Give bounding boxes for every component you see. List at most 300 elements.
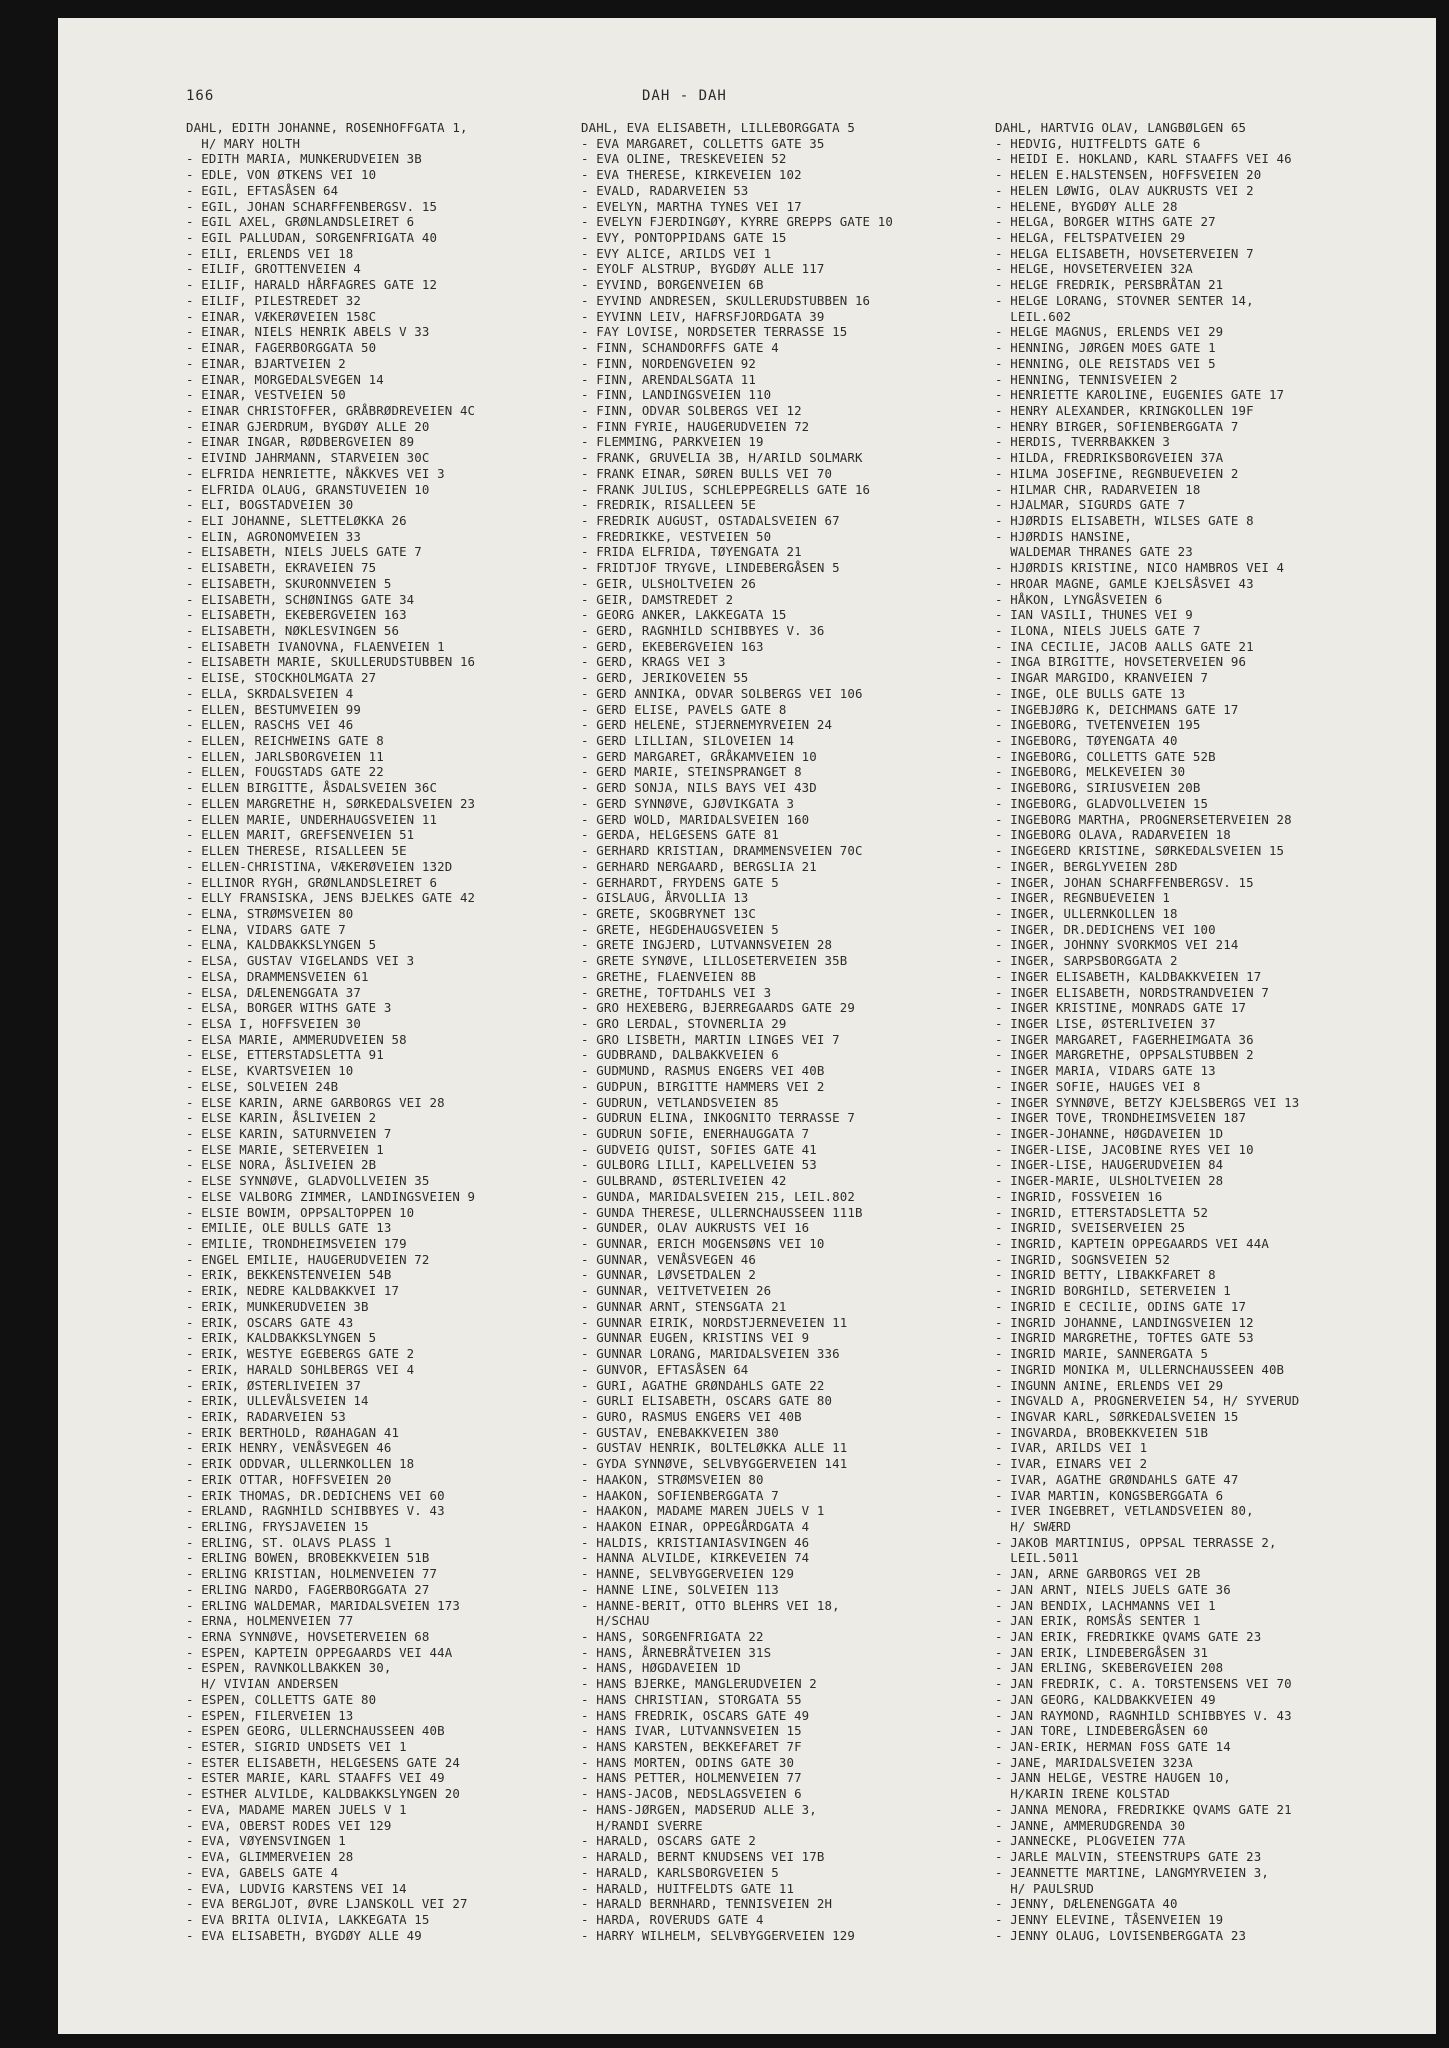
directory-entry: - GUNNAR EUGEN, KRISTINS VEI 9 [581,1330,810,1346]
directory-entry: - GRETE, SKOGBRYNET 13C [581,905,757,921]
directory-entry: - ERLING, FRYSJAVEIEN 15 [186,1518,369,1534]
directory-entry: - GRETHE, FLAENVEIEN 8B [581,968,757,984]
directory-entry: - INGER-JOHANNE, HØGDAVEIEN 1D [995,1126,1224,1141]
directory-entry: - GERD SYNNØVE, GJØVIKGATA 3 [581,795,795,811]
directory-entry: - INGVARDA, BROBEKKVEIEN 51B [995,1424,1209,1440]
directory-entry: - INGEBORG, TØYENGATA 40 [995,733,1178,749]
directory-entry: - HELEN LØWIG, OLAV AUKRUSTS VEI 2 [995,182,1254,198]
directory-entry: - ERIK, MUNKERUDVEIEN 3B [186,1298,369,1314]
directory-entry: - INGER, DR.DEDICHENS VEI 100 [995,921,1216,937]
directory-entry: - JANN HELGE, VESTRE HAUGEN 10, [995,1770,1231,1786]
directory-entry: - EINAR, FAGERBORGGATA 50 [186,340,377,356]
directory-entry: - GERD MARGARET, GRÅKAMVEIEN 10 [581,748,817,764]
directory-entry: - INGER ELISABETH, KALDBAKKVEIEN 17 [995,968,1262,984]
directory-entry: - GRO LERDAL, STOVNERLIA 29 [581,1015,787,1031]
directory-entry: - ERLAND, RAGNHILD SCHIBBYES V. 43 [186,1503,445,1519]
directory-entry: - GUNNAR LORANG, MARIDALSVEIEN 336 [581,1346,840,1362]
directory-entry: - IVAR MARTIN, KONGSBERGGATA 6 [995,1487,1224,1503]
directory-entry: - ENGEL EMILIE, HAUGERUDVEIEN 72 [186,1251,430,1267]
directory-entry: H/RANDI SVERRE [581,1817,703,1833]
directory-entry: - EYOLF ALSTRUP, BYGDØY ALLE 117 [581,261,825,277]
directory-entry: - FLEMMING, PARKVEIEN 19 [581,434,764,450]
directory-entry: - GUNNAR, VEITVETVEIEN 26 [581,1283,772,1299]
directory-entry: - ESPEN GEORG, ULLERNCHAUSSEEN 40B [186,1723,445,1739]
directory-entry: - GUDMUND, RASMUS ENGERS VEI 40B [581,1063,825,1079]
directory-entry: WALDEMAR THRANES GATE 23 [995,544,1193,560]
directory-entry: - ELSE KARIN, ÅSLIVEIEN 2 [186,1110,377,1126]
running-head: DAH - DAH [642,88,727,104]
directory-entry: - ERLING BOWEN, BROBEKKVEIEN 51B [186,1550,430,1566]
directory-entry: - ELSA, DÆLENENGGATA 37 [186,984,362,1000]
directory-entry: - HARRY WILHELM, SELVBYGGERVEIEN 129 [581,1927,855,1943]
directory-entry: - INGER-LISE, JACOBINE RYES VEI 10 [995,1141,1254,1157]
directory-entry: - ESTHER ALVILDE, KALDBAKKSLYNGEN 20 [186,1786,460,1802]
directory-entry: - HARALD, HUITFELDTS GATE 11 [581,1880,795,1896]
directory-entry: - INGRID E CECILIE, ODINS GATE 17 [995,1298,1247,1314]
directory-entry: - EYVIND, BORGENVEIEN 6B [581,277,764,293]
directory-entry: - EVA BERGLJOT, ØVRE LJANSKOLL VEI 27 [186,1896,468,1912]
directory-entry: - HEDVIG, HUITFELDTS GATE 6 [995,135,1201,151]
directory-entry: - INGRID, FOSSVEIEN 16 [995,1188,1163,1204]
directory-entry: - HENRY BIRGER, SOFIENBERGGATA 7 [995,418,1239,434]
directory-entry: - ELLEN-CHRISTINA, VÆKERØVEIEN 132D [186,858,453,874]
directory-entry: - ELLEN BIRGITTE, ÅSDALSVEIEN 36C [186,780,438,796]
directory-entry: - IVER INGEBRET, VETLANDSVEIEN 80, [995,1503,1254,1519]
directory-entry: - GUNDA, MARIDALSVEIEN 215, LEIL.802 [581,1188,855,1204]
directory-entry: - ELSE, SOLVEIEN 24B [186,1078,339,1094]
directory-entry: - INGEBORG, SIRIUSVEIEN 20B [995,780,1201,796]
directory-entry: - HROAR MAGNE, GAMLE KJELSÅSVEI 43 [995,575,1254,591]
directory-entry: - EVA, GABELS GATE 4 [186,1864,339,1880]
directory-entry: - ERIK OTTAR, HOFFSVEIEN 20 [186,1471,392,1487]
directory-entry: - INGER SYNNØVE, BETZY KJELSBERGS VEI 13 [995,1094,1300,1110]
directory-entry: - ERIK, HARALD SOHLBERGS VEI 4 [186,1361,415,1377]
directory-entry: - EINAR, VÆKERØVEIEN 158C [186,308,377,324]
directory-column-1 [186,120,475,1943]
directory-entry: - ELSE, KVARTSVEIEN 10 [186,1063,354,1079]
directory-entry: - ERIK, ULLEVÅLSVEIEN 14 [186,1393,369,1409]
directory-entry: - EINAR GJERDRUM, BYGDØY ALLE 20 [186,418,430,434]
directory-entry: - JAN ARNT, NIELS JUELS GATE 36 [995,1581,1231,1597]
directory-entry: - HANS, SORGENFRIGATA 22 [581,1629,764,1644]
directory-entry: - GERDA, HELGESENS GATE 81 [581,827,779,843]
directory-entry: - ELISABETH, SKURONNVEIEN 5 [186,575,392,591]
directory-entry: - ERIK HENRY, VENÅSVEGEN 46 [186,1440,392,1456]
directory-entry: - EVA THERESE, KIRKEVEIEN 102 [581,167,802,183]
directory-entry: - ELISABETH MARIE, SKULLERUDSTUBBEN 16 [186,654,476,670]
directory-entry: - INGEBORG OLAVA, RADARVEIEN 18 [995,827,1231,843]
directory-entry: - HANS, ÅRNEBRÅTVEIEN 31S [581,1644,772,1660]
directory-entry: H/SCHAU [581,1613,650,1629]
directory-entry: - ERIK, WESTYE EGEBERGS GATE 2 [186,1346,415,1362]
directory-entry: - ELSA, DRAMMENSVEIEN 61 [186,968,369,984]
directory-entry: - JAN RAYMOND, RAGNHILD SCHIBBYES V. 43 [995,1707,1292,1723]
directory-entry: - EVA, OBERST RODES VEI 129 [186,1817,392,1833]
directory-entry: - INGER, JOHNNY SVORKMOS VEI 214 [995,937,1239,953]
directory-entry: - GULBORG LILLI, KAPELLVEIEN 53 [581,1157,817,1173]
directory-entry: - HAAKON, SOFIENBERGGATA 7 [581,1487,779,1503]
directory-entry: - EVA, VØYENSVINGEN 1 [186,1833,346,1849]
directory-entry: - ELLINOR RYGH, GRØNLANDSLEIRET 6 [186,874,438,890]
directory-entry: - GUDPUN, BIRGITTE HAMMERS VEI 2 [581,1078,825,1094]
directory-entry: - HENNING, TENNISVEIEN 2 [995,371,1178,387]
directory-entry: - INGRID JOHANNE, LANDINGSVEIEN 12 [995,1314,1254,1330]
directory-entry: - HANS PETTER, HOLMENVEIEN 77 [581,1770,802,1786]
directory-entry: - ELNA, STRØMSVEIEN 80 [186,905,354,921]
directory-entry: - GERD, JERIKOVEIEN 55 [581,670,749,686]
directory-entry: - ERLING KRISTIAN, HOLMENVEIEN 77 [186,1566,438,1582]
directory-entry: - ELNA, KALDBAKKSLYNGEN 5 [186,937,377,953]
directory-entry: - JANNE, AMMERUDGRENDA 30 [995,1817,1186,1833]
directory-entry: - GYDA SYNNØVE, SELVBYGGERVEIEN 141 [581,1456,848,1472]
directory-entry: - EINAR CHRISTOFFER, GRÅBRØDREVEIEN 4C [186,402,476,418]
directory-entry: - INGEBORG, COLLETTS GATE 52B [995,748,1216,764]
directory-entry: - ELISABETH, NIELS JUELS GATE 7 [186,544,422,560]
directory-column-3 [995,120,1299,1943]
directory-entry: - GUNDER, OLAV AUKRUSTS VEI 16 [581,1220,810,1236]
directory-entry: - ERIK BERTHOLD, RØAHAGAN 41 [186,1424,400,1440]
directory-entry: H/ SWÆRD [995,1518,1072,1534]
directory-entry: - GERHARDT, FRYDENS GATE 5 [581,874,779,890]
directory-entry: - FINN, NORDENGVEIEN 92 [581,355,757,371]
directory-entry: - ELISABETH IVANOVNA, FLAENVEIEN 1 [186,638,445,654]
directory-entry: - ERIK ODDVAR, ULLERNKOLLEN 18 [186,1456,415,1472]
directory-entry: - ERIK THOMAS, DR.DEDICHENS VEI 60 [186,1487,445,1503]
directory-entry: - HENRY ALEXANDER, KRINGKOLLEN 19F [995,402,1254,418]
directory-entry: - HELGE LORANG, STOVNER SENTER 14, [995,292,1254,308]
directory-entry: - HANS FREDRIK, OSCARS GATE 49 [581,1707,810,1723]
directory-entry: - HANNA ALVILDE, KIRKEVEIEN 74 [581,1550,810,1566]
directory-entry: - ERIK, KALDBAKKSLYNGEN 5 [186,1330,377,1346]
directory-entry: - FRANK, GRUVELIA 3B, H/ARILD SOLMARK [581,450,863,466]
directory-entry: - JEANNETTE MARTINE, LANGMYRVEIEN 3, [995,1864,1269,1880]
directory-entry: - JAKOB MARTINIUS, OPPSAL TERRASSE 2, [995,1534,1277,1550]
directory-entry: - ERIK, RADARVEIEN 53 [186,1408,346,1424]
directory-entry: - GURI, AGATHE GRØNDAHLS GATE 22 [581,1377,825,1393]
directory-entry: - INGRID, ETTERSTADSLETTA 52 [995,1204,1209,1220]
directory-entry: - HANS KARSTEN, BEKKEFARET 7F [581,1739,802,1755]
directory-entry: - INGER SOFIE, HAUGES VEI 8 [995,1078,1201,1094]
directory-entry: - HELGE MAGNUS, ERLENDS VEI 29 [995,324,1224,340]
directory-entry: - GERD MARIE, STEINSPRANGET 8 [581,764,802,780]
directory-entry: - JANNA MENORA, FREDRIKKE QVAMS GATE 21 [995,1801,1292,1817]
directory-entry: - INGER, ULLERNKOLLEN 18 [995,905,1178,921]
directory-page [58,18,1436,2034]
directory-entry: - ERIK, NEDRE KALDBAKKVEI 17 [186,1283,400,1299]
directory-entry: - HANNE, SELVBYGGERVEIEN 129 [581,1566,795,1582]
directory-entry: - FREDRIK AUGUST, OSTADALSVEIEN 67 [581,512,840,528]
directory-entry: - GULBRAND, ØSTERLIVEIEN 42 [581,1173,787,1189]
directory-entry: - JANNECKE, PLOGVEIEN 77A [995,1833,1186,1849]
directory-entry: - GUDVEIG QUIST, SOFIES GATE 41 [581,1141,817,1157]
directory-entry: - HANS, HØGDAVEIEN 1D [581,1660,741,1676]
directory-entry: - ELFRIDA OLAUG, GRANSTUVEIEN 10 [186,481,430,497]
directory-entry: - ERNA, HOLMENVEIEN 77 [186,1613,354,1629]
directory-entry: - ELISABETH, NØKLESVINGEN 56 [186,623,400,638]
directory-entry: - ELLEN, REICHWEINS GATE 8 [186,733,384,749]
directory-entry: - HELGA, BORGER WITHS GATE 27 [995,214,1216,230]
directory-entry: - HAAKON EINAR, OPPEGÅRDGATA 4 [581,1518,810,1534]
directory-entry: - ERLING WALDEMAR, MARIDALSVEIEN 173 [186,1597,460,1613]
directory-entry: - HEIDI E. HOKLAND, KARL STAAFFS VEI 46 [995,151,1292,167]
directory-entry: - ELLEN, FOUGSTADS GATE 22 [186,764,384,780]
directory-entry: - ERLING NARDO, FAGERBORGGATA 27 [186,1581,430,1597]
directory-entry: - EINAR, MORGEDALSVEGEN 14 [186,371,384,387]
directory-entry: - FRIDA ELFRIDA, TØYENGATA 21 [581,544,802,560]
directory-entry: - GUDBRAND, DALBAKKVEIEN 6 [581,1047,779,1063]
directory-entry: - GUNNAR, ERICH MOGENSØNS VEI 10 [581,1236,825,1252]
directory-entry: - EINAR, NIELS HENRIK ABELS V 33 [186,324,430,340]
directory-entry: - HILMAR CHR, RADARVEIEN 18 [995,481,1201,497]
directory-entry: - INGER TOVE, TRONDHEIMSVEIEN 187 [995,1110,1247,1126]
directory-entry: - INGER-LISE, HAUGERUDVEIEN 84 [995,1157,1224,1173]
directory-entry: - HENNING, JØRGEN MOES GATE 1 [995,340,1216,356]
directory-entry: - INGRID, KAPTEIN OPPEGAARDS VEI 44A [995,1236,1269,1252]
directory-entry: - EVELYN FJERDINGØY, KYRRE GREPPS GATE 10 [581,214,894,230]
directory-entry: LEIL.5011 [995,1550,1079,1566]
directory-entry: - ELSA, GUSTAV VIGELANDS VEI 3 [186,953,415,969]
directory-entry: - EGIL AXEL, GRØNLANDSLEIRET 6 [186,214,415,230]
directory-entry: - GURLI ELISABETH, OSCARS GATE 80 [581,1393,833,1409]
directory-entry: - INGA BIRGITTE, HOVSETERVEIEN 96 [995,654,1247,670]
directory-entry: - HARALD, KARLSBORGVEIEN 5 [581,1864,779,1880]
directory-entry: - GEORG ANKER, LAKKEGATA 15 [581,607,787,623]
directory-entry: - ELISE, STOCKHOLMGATA 27 [186,670,377,686]
directory-entry: - INA CECILIE, JACOB AALLS GATE 21 [995,638,1254,654]
directory-entry: H/ VIVIAN ANDERSEN [186,1676,339,1692]
directory-entry: - EILIF, HARALD HÅRFAGRES GATE 12 [186,277,438,293]
directory-entry: - JAN ERLING, SKEBERGVEIEN 208 [995,1660,1224,1676]
directory-entry: - GRETE INGJERD, LUTVANNSVEIEN 28 [581,937,833,953]
directory-entry: - GUNNAR, VENÅSVEGEN 46 [581,1251,757,1267]
directory-entry: - EVA MARGARET, COLLETTS GATE 35 [581,135,825,151]
directory-entry: - GERD ANNIKA, ODVAR SOLBERGS VEI 106 [581,685,863,701]
directory-entry: - ELIN, AGRONOMVEIEN 33 [186,528,362,544]
directory-entry: - FINN, ODVAR SOLBERGS VEI 12 [581,402,802,418]
directory-entry: DAHL, EDITH JOHANNE, ROSENHOFFGATA 1, [186,120,468,135]
directory-entry: - HELGE FREDRIK, PERSBRÅTAN 21 [995,277,1224,293]
directory-entry: - ESTER MARIE, KARL STAAFFS VEI 49 [186,1770,445,1786]
directory-entry: - FINN, SCHANDORFFS GATE 4 [581,340,779,356]
directory-entry: - GERD HELENE, STJERNEMYRVEIEN 24 [581,717,833,733]
directory-entry: - ELSE, ETTERSTADSLETTA 91 [186,1047,384,1063]
directory-entry: - INGEBORG, MELKEVEIEN 30 [995,764,1186,780]
directory-entry: - JARLE MALVIN, STEENSTRUPS GATE 23 [995,1849,1262,1865]
directory-entry: - ERIK, ØSTERLIVEIEN 37 [186,1377,362,1393]
directory-entry: - FRANK JULIUS, SCHLEPPEGRELLS GATE 16 [581,481,871,497]
directory-entry: - HILMA JOSEFINE, REGNBUEVEIEN 2 [995,465,1239,481]
directory-entry: - ELLA, SKRDALSVEIEN 4 [186,685,354,701]
directory-entry: - FREDRIK, RISALLEEN 5E [581,497,757,513]
directory-entry: - GUNNAR EIRIK, NORDSTJERNEVEIEN 11 [581,1314,848,1330]
directory-entry: - IVAR, AGATHE GRØNDAHLS GATE 47 [995,1471,1239,1487]
directory-entry: - ELSE KARIN, ARNE GARBORGS VEI 28 [186,1094,445,1110]
directory-entry: - ELLEN, RASCHS VEI 46 [186,717,354,733]
directory-entry: - HANS CHRISTIAN, STORGATA 55 [581,1691,802,1707]
directory-entry: - INGRID, SOGNSVEIEN 52 [995,1251,1171,1267]
directory-entry: - GUSTAV HENRIK, BOLTELØKKA ALLE 11 [581,1440,848,1456]
directory-entry: - GUNNAR ARNT, STENSGATA 21 [581,1298,787,1314]
directory-entry: - JENNY ELEVINE, TÅSENVEIEN 19 [995,1911,1224,1927]
directory-entry: - GERD LILLIAN, SILOVEIEN 14 [581,733,795,749]
directory-entry: - INGRID MARIE, SANNERGATA 5 [995,1346,1209,1362]
directory-entry: - INGRID BORGHILD, SETERVEIEN 1 [995,1283,1231,1299]
directory-entry: - INGER, BERGLYVEIEN 28D [995,858,1178,874]
directory-entry: - HARALD, BERNT KNUDSENS VEI 17B [581,1849,825,1865]
directory-entry: - FINN, LANDINGSVEIEN 110 [581,387,772,403]
directory-entry: - EINAR, VESTVEIEN 50 [186,387,346,403]
directory-entry: - GUDRUN SOFIE, ENERHAUGGATA 7 [581,1126,810,1141]
directory-entry: - ELLY FRANSISKA, JENS BJELKES GATE 42 [186,890,476,906]
directory-entry: - GURO, RASMUS ENGERS VEI 40B [581,1408,802,1424]
directory-entry: - FINN, ARENDALSGATA 11 [581,371,757,387]
directory-entry: H/KARIN IRENE KOLSTAD [995,1786,1171,1802]
directory-entry: - FAY LOVISE, NORDSETER TERRASSE 15 [581,324,848,340]
directory-entry: - EDLE, VON ØTKENS VEI 10 [186,167,377,183]
directory-entry: - ELSIE BOWIM, OPPSALTOPPEN 10 [186,1204,415,1220]
directory-entry: - EIVIND JAHRMANN, STARVEIEN 30C [186,450,430,466]
directory-entry: - GERD, KRAGS VEI 3 [581,654,726,670]
directory-entry: - GERD SONJA, NILS BAYS VEI 43D [581,780,817,796]
directory-entry: - GUNNAR, LØVSETDALEN 2 [581,1267,757,1283]
directory-entry: - INGE, OLE BULLS GATE 13 [995,685,1186,701]
directory-entry: - ILONA, NIELS JUELS GATE 7 [995,623,1201,638]
directory-entry: - HAAKON, STRØMSVEIEN 80 [581,1471,764,1487]
directory-entry: - HILDA, FREDRIKSBORGVEIEN 37A [995,450,1224,466]
directory-entry: - JAN ERIK, LINDEBERGÅSEN 31 [995,1644,1209,1660]
directory-entry: - EVY, PONTOPPIDANS GATE 15 [581,230,787,246]
directory-entry: - EILIF, GROTTENVEIEN 4 [186,261,362,277]
directory-entry: - IVAR, EINARS VEI 2 [995,1456,1148,1472]
directory-entry: - ELI, BOGSTADVEIEN 30 [186,497,354,513]
directory-entry: - EVA ELISABETH, BYGDØY ALLE 49 [186,1927,422,1943]
directory-entry: - HJØRDIS HANSINE, [995,528,1132,544]
directory-entry: - INGER MARIA, VIDARS GATE 13 [995,1063,1216,1079]
directory-entry: - ELFRIDA HENRIETTE, NÅKKVES VEI 3 [186,465,445,481]
directory-entry: - INGEBORG, GLADVOLLVEIEN 15 [995,795,1209,811]
directory-entry: - EVELYN, MARTHA TYNES VEI 17 [581,198,802,214]
directory-entry: - INGRID MARGRETHE, TOFTES GATE 53 [995,1330,1254,1346]
directory-entry: - GRETE SYNØVE, LILLOSETERVEIEN 35B [581,953,848,969]
directory-entry: - JAN GEORG, KALDBAKKVEIEN 49 [995,1691,1216,1707]
directory-entry: - GERHARD NERGAARD, BERGSLIA 21 [581,858,817,874]
directory-entry: - INGER MARGRETHE, OPPSALSTUBBEN 2 [995,1047,1254,1063]
directory-entry: - HANS IVAR, LUTVANNSVEIEN 15 [581,1723,802,1739]
directory-entry: - ELI JOHANNE, SLETTELØKKA 26 [186,512,407,528]
directory-entry: - INGEBORG, TVETENVEIEN 195 [995,717,1201,733]
directory-entry: - ELSE VALBORG ZIMMER, LANDINGSVEIEN 9 [186,1188,476,1204]
directory-entry: - ESPEN, COLLETTS GATE 80 [186,1691,377,1707]
directory-entry: DAHL, EVA ELISABETH, LILLEBORGGATA 5 [581,120,855,135]
directory-entry: - ELNA, VIDARS GATE 7 [186,921,346,937]
directory-entry: LEIL.602 [995,308,1072,324]
directory-entry: - HANS MORTEN, ODINS GATE 30 [581,1754,795,1770]
directory-entry: - ELLEN MARIT, GREFSENVEIEN 51 [186,827,415,843]
directory-entry: - INGER KRISTINE, MONRADS GATE 17 [995,1000,1247,1016]
directory-entry: - EYVINN LEIV, HAFRSFJORDGATA 39 [581,308,825,324]
directory-entry: - GISLAUG, ÅRVOLLIA 13 [581,890,749,906]
page-number: 166 [186,88,215,104]
directory-entry: - IAN VASILI, THUNES VEI 9 [995,607,1193,623]
directory-entry: - EVALD, RADARVEIEN 53 [581,182,749,198]
directory-column-2 [581,120,893,1943]
directory-entry: - ELSE KARIN, SATURNVEIEN 7 [186,1126,392,1141]
directory-entry: - JAN, ARNE GARBORGS VEI 2B [995,1566,1201,1582]
directory-entry: H/ PAULSRUD [995,1880,1094,1896]
directory-entry: - INGER, JOHAN SCHARFFENBERGSV. 15 [995,874,1254,890]
directory-entry: - INGER ELISABETH, NORDSTRANDVEIEN 7 [995,984,1269,1000]
directory-entry: - HALDIS, KRISTIANIASVINGEN 46 [581,1534,810,1550]
directory-entry: - HELENE, BYGDØY ALLE 28 [995,198,1178,214]
directory-entry: - GRO LISBETH, MARTIN LINGES VEI 7 [581,1031,840,1047]
directory-entry: - ESTER, SIGRID UNDSETS VEI 1 [186,1739,407,1755]
directory-entry: - HANS-JACOB, NEDSLAGSVEIEN 6 [581,1786,802,1802]
directory-entry: - INGVALD A, PROGNERVEIEN 54, H/ SYVERUD [995,1393,1300,1409]
directory-entry: - INGAR MARGIDO, KRANVEIEN 7 [995,670,1209,686]
directory-entry: - EGIL, JOHAN SCHARFFENBERGSV. 15 [186,198,438,214]
directory-entry: - INGER-MARIE, ULSHOLTVEIEN 28 [995,1173,1224,1189]
directory-entry: - ELSE MARIE, SETERVEIEN 1 [186,1141,384,1157]
directory-entry: - HELEN E.HALSTENSEN, HOFFSVEIEN 20 [995,167,1262,183]
directory-entry: - JAN BENDIX, LACHMANNS VEI 1 [995,1597,1216,1613]
directory-entry: - ELLEN THERESE, RISALLEEN 5E [186,843,407,859]
directory-entry: - HELGA, FELTSPATVEIEN 29 [995,230,1186,246]
directory-entry: - EVA BRITA OLIVIA, LAKKEGATA 15 [186,1911,430,1927]
directory-entry: - GRETE, HEGDEHAUGSVEIEN 5 [581,921,779,937]
directory-entry: - INGRID MONIKA M, ULLERNCHAUSSEEN 40B [995,1361,1285,1377]
directory-entry: - INGER, REGNBUEVEIEN 1 [995,890,1171,906]
directory-entry: - ERIK, OSCARS GATE 43 [186,1314,354,1330]
directory-entry: - ELSA I, HOFFSVEIEN 30 [186,1015,362,1031]
directory-entry: - ELLEN, BESTUMVEIEN 99 [186,701,362,717]
directory-entry: - ESPEN, KAPTEIN OPPEGAARDS VEI 44A [186,1644,453,1660]
directory-entry: - ELSA, BORGER WITHS GATE 3 [186,1000,392,1016]
directory-entry: - HARALD BERNHARD, TENNISVEIEN 2H [581,1896,833,1912]
directory-entry: - INGVAR KARL, SØRKEDALSVEIEN 15 [995,1408,1239,1424]
directory-entry: - GUNDA THERESE, ULLERNCHAUSSEEN 111B [581,1204,863,1220]
directory-entry: - HAAKON, MADAME MAREN JUELS V 1 [581,1503,825,1519]
directory-entry: - JAN TORE, LINDEBERGÅSEN 60 [995,1723,1209,1739]
directory-entry: - FRIDTJOF TRYGVE, LINDEBERGÅSEN 5 [581,560,840,576]
directory-entry: - INGEBORG MARTHA, PROGNERSETERVEIEN 28 [995,811,1292,827]
directory-entry: - JAN FREDRIK, C. A. TORSTENSENS VEI 70 [995,1676,1292,1692]
directory-entry: - INGRID, SVEISERVEIEN 25 [995,1220,1186,1236]
directory-entry: - EVA, MADAME MAREN JUELS V 1 [186,1801,407,1817]
directory-entry: - EINAR INGAR, RØDBERGVEIEN 89 [186,434,415,450]
directory-entry: - EVA OLINE, TRESKEVEIEN 52 [581,151,787,167]
directory-entry: - GUSTAV, ENEBAKKVEIEN 380 [581,1424,779,1440]
directory-entry: - FINN FYRIE, HAUGERUDVEIEN 72 [581,418,810,434]
directory-entry: - ELSA MARIE, AMMERUDVEIEN 58 [186,1031,407,1047]
directory-entry: - EDITH MARIA, MUNKERUDVEIEN 3B [186,151,422,167]
directory-entry: - ERIK, BEKKENSTENVEIEN 54B [186,1267,392,1283]
directory-entry: - ELLEN MARIE, UNDERHAUGSVEIEN 11 [186,811,438,827]
directory-entry: - GERD, RAGNHILD SCHIBBYES V. 36 [581,623,825,638]
directory-entry: - HJØRDIS KRISTINE, NICO HAMBROS VEI 4 [995,560,1285,576]
directory-entry: - EVA, GLIMMERVEIEN 28 [186,1849,354,1865]
directory-entry: - ELSE SYNNØVE, GLADVOLLVEIEN 35 [186,1173,430,1189]
directory-entry: - HJØRDIS ELISABETH, WILSES GATE 8 [995,512,1254,528]
directory-entry: - GUDRUN ELINA, INKOGNITO TERRASSE 7 [581,1110,855,1126]
directory-entry: H/ MARY HOLTH [186,135,301,151]
directory-entry: - ELISABETH, EKEBERGVEIEN 163 [186,607,407,623]
directory-entry: - HENNING, OLE REISTADS VEI 5 [995,355,1216,371]
directory-entry: - INGEBJØRG K, DEICHMANS GATE 17 [995,701,1239,717]
directory-entry: - ERNA SYNNØVE, HOVSETERVEIEN 68 [186,1629,430,1644]
directory-entry: - GUNVOR, EFTASÅSEN 64 [581,1361,749,1377]
directory-entry: - EINAR, BJARTVEIEN 2 [186,355,346,371]
directory-entry: - JAN ERIK, FREDRIKKE QVAMS GATE 23 [995,1629,1262,1644]
